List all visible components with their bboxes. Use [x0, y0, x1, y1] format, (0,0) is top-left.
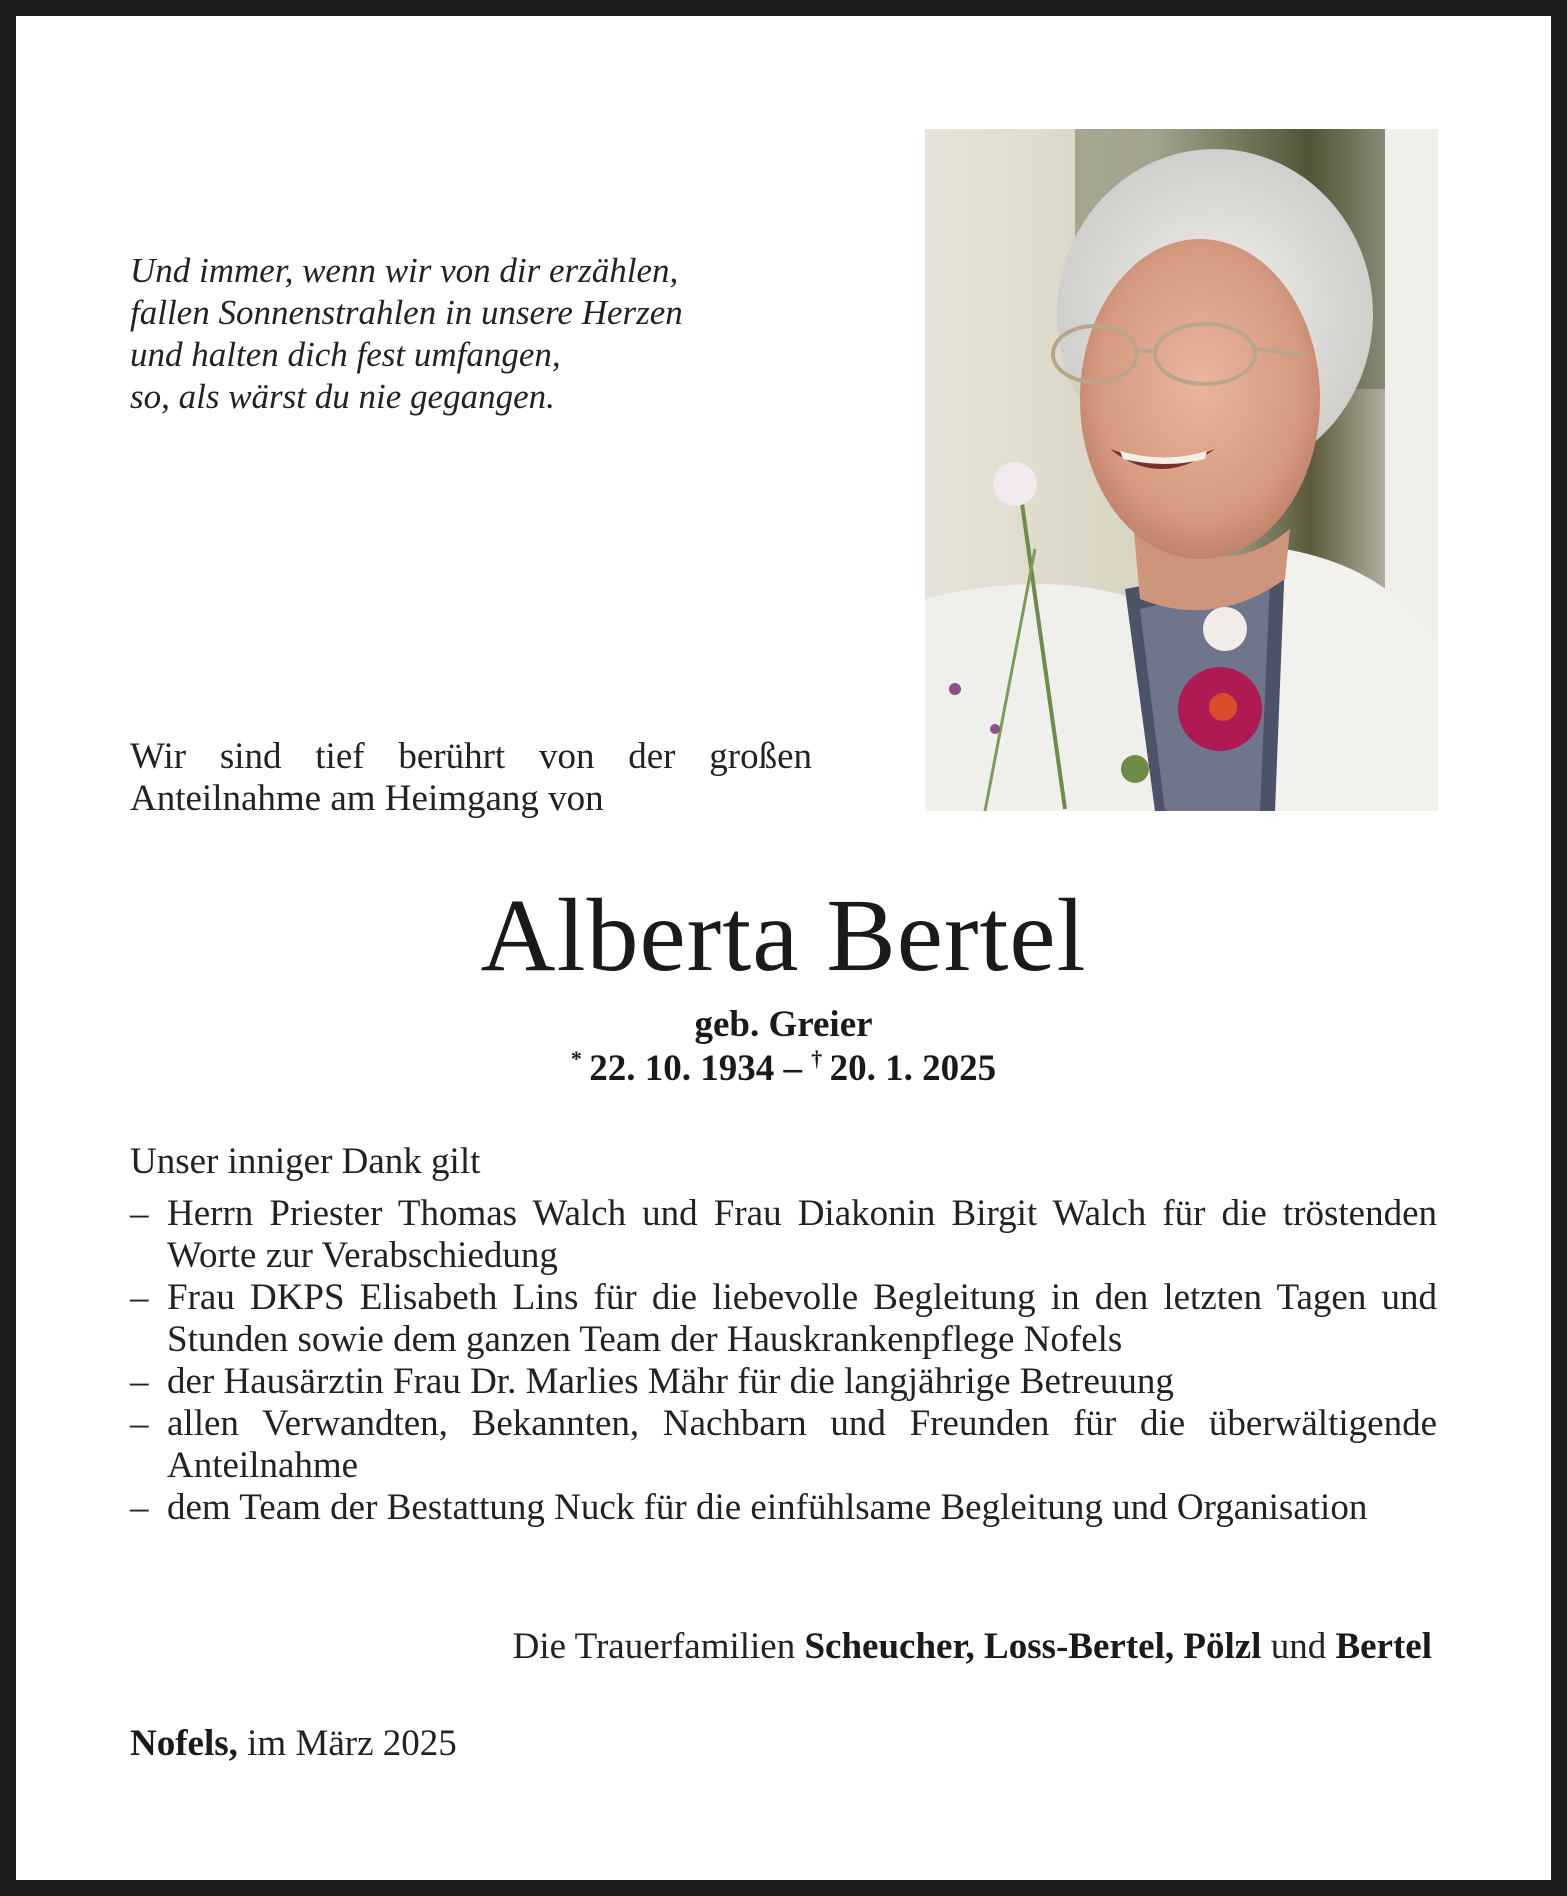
family-name-last: Bertel — [1335, 1626, 1432, 1667]
list-item-text: der Hausärztin Frau Dr. Marlies Mähr für die langjährige Betreuung — [167, 1361, 1174, 1402]
list-dash: – — [130, 1193, 149, 1234]
date-separator: – — [774, 1048, 812, 1089]
signature-conjunction: und — [1261, 1626, 1336, 1667]
birth-date: 22. 10. 1934 — [589, 1048, 775, 1089]
place-and-date — [130, 1722, 457, 1766]
signature-prefix: Die Trauerfamilien — [512, 1626, 805, 1667]
birth-symbol: * — [570, 1046, 582, 1071]
list-item-text: Herrn Priester Thomas Walch und Frau Diakonin Birgit Walch für die tröstenden Worte zur Verabschiedung — [167, 1193, 1437, 1276]
list-item-text: Frau DKPS Elisabeth Lins für die liebevolle Begleitung in den letzten Tagen und Stunden sowie dem ganzen Team der Hauskrankenpflege Nofels — [167, 1277, 1437, 1360]
family-names: Scheucher, Loss-Bertel, Pölzl — [804, 1626, 1262, 1667]
intro-text — [130, 736, 812, 820]
poem-line: so, als wärst du nie gegangen. — [130, 377, 555, 416]
list-item-text: dem Team der Bestattung Nuck für die einfühlsame Begleitung und Organisation — [167, 1487, 1368, 1528]
poem-line: fallen Sonnenstrahlen in unsere Herzen — [130, 293, 683, 332]
death-symbol: † — [811, 1046, 823, 1071]
poem-line: und halten dich fest umfangen, — [130, 335, 561, 374]
list-dash: – — [130, 1277, 149, 1318]
thanks-list — [130, 1193, 1437, 1529]
list-item — [130, 1277, 1437, 1361]
deceased-name: Alberta Bertel — [480, 878, 1087, 993]
place-town: Nofels, — [130, 1723, 238, 1764]
intro-line: Anteilnahme am Heimgang von — [130, 778, 604, 819]
list-item-text: allen Verwandten, Bekannten, Nachbarn und Freunden für die überwältigende Anteilnahme — [167, 1403, 1437, 1486]
life-dates — [0, 1047, 1567, 1091]
maiden-name: geb. Greier — [694, 1004, 873, 1045]
list-item — [130, 1193, 1437, 1277]
portrait-image — [925, 129, 1438, 811]
list-dash: – — [130, 1403, 149, 1444]
place-date: im März 2025 — [237, 1723, 457, 1764]
poem-line: Und immer, wenn wir von dir erzählen, — [130, 251, 679, 290]
list-dash: – — [130, 1361, 149, 1402]
list-dash: – — [130, 1487, 149, 1528]
list-item — [130, 1361, 1437, 1403]
thanks-heading: Unser inniger Dank gilt — [130, 1141, 481, 1182]
family-signature — [513, 1625, 1432, 1669]
death-date: 20. 1. 2025 — [829, 1048, 997, 1089]
portrait-photo — [925, 129, 1438, 811]
list-item — [130, 1403, 1437, 1487]
list-item — [130, 1487, 1437, 1529]
intro-line: Wir sind tief berührt von der großen — [130, 736, 812, 777]
memorial-poem — [130, 250, 810, 418]
